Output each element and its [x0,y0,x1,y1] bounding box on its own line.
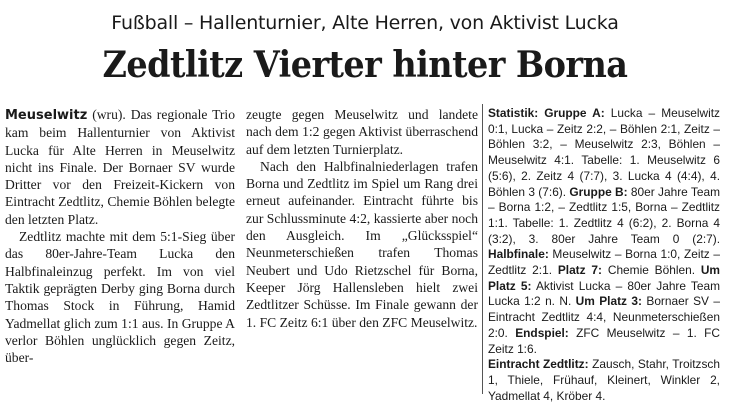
stats-text: 80er Jahre Team – Borna 1:2, – Zedtlitz 1:5, Borna – Zedtlitz 1:1. Tabelle: 1. Zedtlitz 4 (6:2), 2. Borna 4 (3:2), 3. 80er Jahre Team 0 (2:7). [488,184,720,246]
stats-label: Halbfinale: [488,247,549,262]
stats-label: Statistik: Gruppe A: [488,106,605,120]
article-paragraph [5,106,235,228]
article-column-2 [246,106,478,331]
stats-text: Aktivist Lucka – 80er Jahre Team Lucka 1:2 n. N. [488,278,720,309]
stats-label: Gruppe B: [566,184,628,199]
stats-label: Endspiel: [507,325,569,340]
article-kicker: Fußball – Hallenturnier, Alte Herren, von Aktivist Lucka [111,12,619,34]
article-paragraph: Nach den Halbfinalniederlagen trafen Borna und Zedtlitz im Spiel um Rang drei erneut aufeinander. Eintracht führte bis zur Schlussminute 4:2, kassierte aber noch den Ausgleich. Im „Glücksspiel“ Neunmeterschießen trafen Thomas Neubert und Udo Rietzschel für Borna, Keeper Jörg Hallensleben hielt zwei Zedtlitzer Schüsse. Im Finale gewann der 1. FC Zeitz 6:1 über den ZFC Meuselwitz. [246,158,478,330]
article-author: (wru). [87,107,126,122]
stats-text: Lucka – Meuselwitz 0:1, Lucka – Zeitz 2:2, – Böhlen 2:1, Zeitz – Böhlen 3:2, – Meuselwitz 2:3, Böhlen – Meuselwitz 4:1. Tabelle: 1. Meuselwitz 6 (5:6), 2. Zeitz 4 (7:7), 3. Lucka 4 (4:4), 4. Böhlen 3 (7:6). [488,106,720,199]
stats-label: Um Platz 3: [571,294,642,309]
stats-text: Meuselwitz – Borna 1:0, Zeitz – Zedtlitz 2:1. [488,247,720,278]
article-dateline: Meuselwitz [5,108,88,123]
article-paragraph: Zedtlitz machte mit dem 5:1-Sieg über das 80er-Jahre-Team Lucka den Halbfinaleinzug perfekt. Im von viel Taktik geprägten Derby ging Borna durch Thomas Stock in Führung, Hamid Yadmellat glich zum 1:1 aus. In Gruppe A verlor Böhlen unglücklich gegen Zeitz, über- [5,229,235,366]
column-divider [482,104,483,394]
stats-text: Chemie Böhlen. [602,263,695,278]
article-paragraph: zeugte gegen Meuselwitz und landete nach dem 1:2 gegen Aktivist überraschend auf dem letzten Turnierplatz. [246,107,478,157]
stats-text: Zausch, Stahr, Troitzsch 1, Thiele, Frühauf, Kleinert, Winkler 2, Yadmellat 4, Kröber 4. [488,357,720,403]
statistics-text [488,106,720,357]
stats-label: Eintracht Zedtlitz: [488,357,589,372]
stats-label: Platz 7: [552,263,603,278]
article-headline: Zedtlitz Vierter hinter Borna [102,44,628,86]
stats-text: ZFC Meuselwitz – 1. FC Zeitz 1:6. [488,325,720,356]
article-column-1 [5,106,235,366]
statistics-lineup [488,357,720,404]
stats-text: Bornaer SV – Eintracht Zedtlitz 4:4, Neunmeterschießen 2:0. [488,294,720,340]
statistics-box [488,106,720,404]
stats-label: Um Platz 5: [488,263,720,293]
article-text: Das regionale Trio kam beim Hallenturnier von Aktivist Lucka für Alte Herren in Meuselwitz nicht ins Finale. Der Bornaer SV wurde Dritter vor den Freizeit-Kickern von Eintracht Zedtlitz, Chemie Böhlen belegte den letzten Platz. [5,107,235,227]
